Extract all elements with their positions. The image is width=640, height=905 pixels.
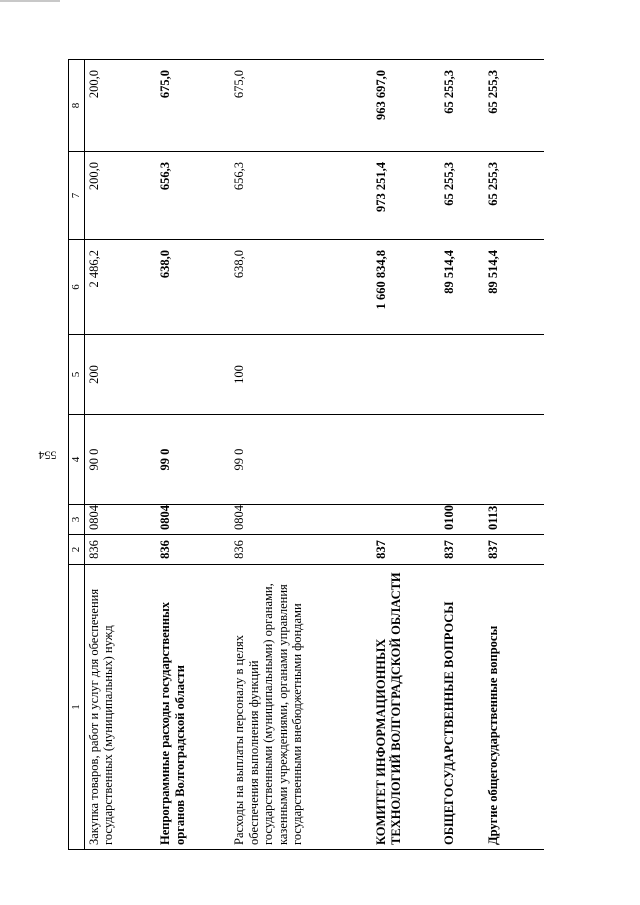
row-name: КОМИТЕТ ИНФОРМАЦИОННЫХ ТЕХНОЛОГИЙ ВОЛГОГРАДСКОЙ ОБЛАСТИ bbox=[372, 565, 440, 850]
code-target: 90 0 bbox=[84, 415, 156, 505]
amount-year-1: 89 514,4 bbox=[440, 240, 484, 335]
scan-edge-mark bbox=[0, 0, 60, 2]
col-header-2: 2 bbox=[69, 535, 85, 565]
code-ministry: 837 bbox=[372, 535, 440, 565]
table-row bbox=[230, 60, 372, 850]
code-ministry: 836 bbox=[84, 535, 156, 565]
row-name: Другие общегосударственные вопросы bbox=[484, 565, 544, 850]
budget-table-rotated bbox=[68, 60, 588, 850]
code-ministry: 836 bbox=[156, 535, 230, 565]
code-target bbox=[372, 415, 440, 505]
code-expense-type: 100 bbox=[230, 335, 372, 415]
row-name: Расходы на выплаты персоналу в целях обеспечения выполнения функций государственными (муниципальными) органами, казенными учреждениями, органами управления государственными внебюджетными фондами bbox=[230, 565, 372, 850]
amount-year-1: 2 486,2 bbox=[84, 240, 156, 335]
col-header-1: 1 bbox=[69, 565, 85, 850]
col-header-3: 3 bbox=[69, 505, 85, 535]
amount-year-2: 65 255,3 bbox=[440, 152, 484, 240]
row-name: ОБЩЕГОСУДАРСТВЕННЫЕ ВОПРОСЫ bbox=[440, 565, 484, 850]
amount-year-3: 675,0 bbox=[230, 60, 372, 152]
code-ministry: 836 bbox=[230, 535, 372, 565]
amount-year-3: 65 255,3 bbox=[484, 60, 544, 152]
code-section: 0804 bbox=[156, 505, 230, 535]
code-expense-type bbox=[440, 335, 484, 415]
amount-year-1: 1 660 834,8 bbox=[372, 240, 440, 335]
amount-year-3: 963 697,0 bbox=[372, 60, 440, 152]
table-row bbox=[484, 60, 544, 850]
table-row bbox=[372, 60, 440, 850]
code-section bbox=[372, 505, 440, 535]
table-row bbox=[84, 60, 156, 850]
code-section: 0804 bbox=[230, 505, 372, 535]
table-row bbox=[156, 60, 230, 850]
code-section: 0804 bbox=[84, 505, 156, 535]
code-target: 99 0 bbox=[156, 415, 230, 505]
amount-year-3: 675,0 bbox=[156, 60, 230, 152]
code-expense-type bbox=[372, 335, 440, 415]
col-header-5: 5 bbox=[69, 335, 85, 415]
col-header-8: 8 bbox=[69, 60, 85, 152]
code-expense-type bbox=[156, 335, 230, 415]
amount-year-2: 656,3 bbox=[230, 152, 372, 240]
amount-year-3: 200,0 bbox=[84, 60, 156, 152]
col-header-7: 7 bbox=[69, 152, 85, 240]
code-target bbox=[484, 415, 544, 505]
amount-year-2: 200,0 bbox=[84, 152, 156, 240]
amount-year-3: 65 255,3 bbox=[440, 60, 484, 152]
code-target: 99 0 bbox=[230, 415, 372, 505]
amount-year-2: 65 255,3 bbox=[484, 152, 544, 240]
budget-table bbox=[68, 59, 544, 850]
code-expense-type bbox=[484, 335, 544, 415]
header-row bbox=[69, 60, 85, 850]
row-name: Непрограммные расходы государственных органов Волгоградской области bbox=[156, 565, 230, 850]
table-row bbox=[440, 60, 484, 850]
code-ministry: 837 bbox=[484, 535, 544, 565]
col-header-6: 6 bbox=[69, 240, 85, 335]
row-name: Закупка товаров, работ и услуг для обеспечения государственных (муниципальных) нужд bbox=[84, 565, 156, 850]
amount-year-1: 638,0 bbox=[230, 240, 372, 335]
page-number bbox=[40, 446, 55, 464]
code-section: 0113 bbox=[484, 505, 544, 535]
amount-year-2: 656,3 bbox=[156, 152, 230, 240]
col-header-4: 4 bbox=[69, 415, 85, 505]
amount-year-2: 973 251,4 bbox=[372, 152, 440, 240]
code-ministry: 837 bbox=[440, 535, 484, 565]
code-section: 0100 bbox=[440, 505, 484, 535]
amount-year-1: 638,0 bbox=[156, 240, 230, 335]
code-expense-type: 200 bbox=[84, 335, 156, 415]
page-number-text: 554 bbox=[38, 448, 57, 463]
amount-year-1: 89 514,4 bbox=[484, 240, 544, 335]
code-target bbox=[440, 415, 484, 505]
